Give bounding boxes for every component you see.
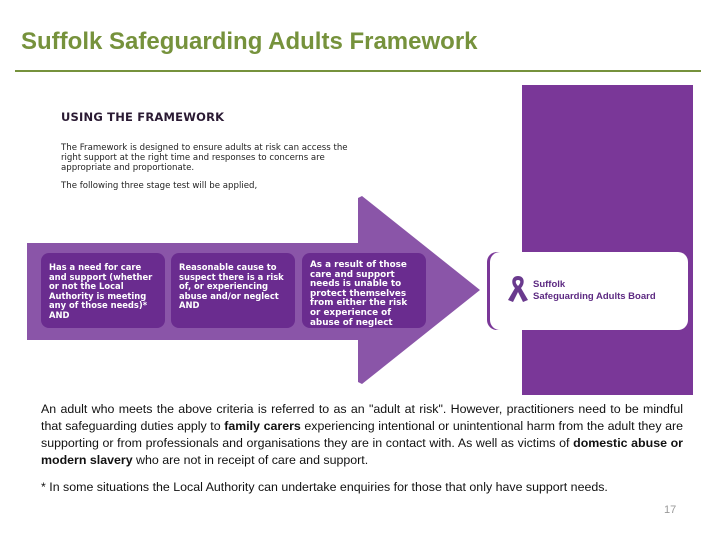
- board-logo: [490, 252, 688, 330]
- stage-2-box: Reasonable cause to suspect there is a risk of, or experiencing abuse and/or neglect AND: [171, 253, 295, 328]
- logo-line-2: Safeguarding Adults Board: [533, 291, 656, 302]
- ribbon-icon: [506, 274, 530, 304]
- body-bold-domestic-abuse: domestic abuse or modern slavery: [41, 436, 684, 467]
- framework-intro: The Framework is designed to ensure adults at risk can access the right support at the right time and responses to concerns are appropriate and proportionate.: [61, 143, 348, 173]
- footnote: * In some situations the Local Authority can undertake enquiries for those that only have support needs.: [41, 480, 608, 494]
- framework-lead: The following three stage test will be applied,: [61, 181, 258, 191]
- framework-heading: USING THE FRAMEWORK: [61, 110, 225, 124]
- logo-line-1: Suffolk: [533, 279, 566, 290]
- body-text-segment: who are not in receipt of care and support.: [132, 453, 369, 467]
- stage-3-box: As a result of those care and support needs is unable to protect themselves from either the risk or experience of abuse of neglect: [302, 253, 426, 328]
- stage-1-box: Has a need for care and support (whether or not the Local Authority is meeting any of those needs)* AND: [41, 253, 165, 328]
- body-paragraph: [41, 401, 683, 469]
- page-title: Suffolk Safeguarding Adults Framework: [21, 28, 478, 55]
- page-number: 17: [664, 504, 677, 516]
- body-text-segment: An adult who meets the above criteria is referred to as an "adult at risk". However, practitioners need to be mindful that safeguarding duties apply to: [41, 402, 683, 433]
- body-text-segment: experiencing intentional or unintentional harm from the adult they are supporting or from professionals and organisations they are in contact with. As well as victims of: [41, 419, 683, 450]
- body-bold-family-carers: family carers: [224, 419, 301, 433]
